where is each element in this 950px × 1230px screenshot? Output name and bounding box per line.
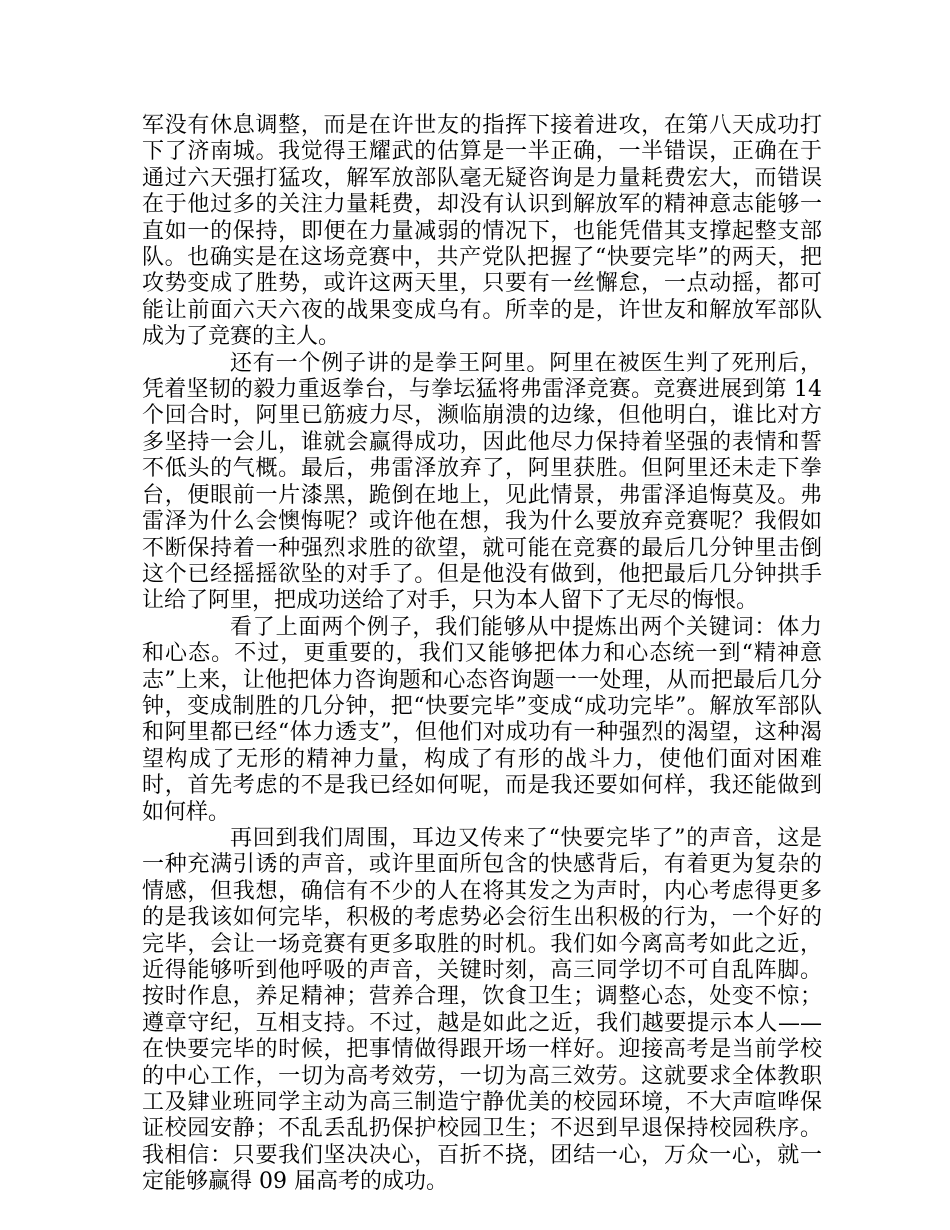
paragraph-exam-call: 再回到我们周围，耳边又传来了“快要完毕了”的声音，这是一种充满引诱的声音，或许里面所包含的快感背后，有着更为复杂的情感，但我想，确信有不少的人在将其发之为声时，内心考虑得更多的是我该如何完毕，积极的考虑势必会衍生出积极的行为，一个好的完毕，会让一场竞赛有更多取胜的时机。我们如今离高考如此之近，近得能够听到他呼吸的声音，关键时刻，高三同学切不可自乱阵脚。按时作息，养足精神；营养合理，饮食卫生；调整心态，处变不惊；遵章守纪，互相支持。不过，越是如此之近，我们越要提示本人——在快要完毕的时候，把事情做得跟开场一样好。迎接高考是当前学校的中心工作，一切为高考效劳，一切为高三效劳。这就要求全体教职工及肄业班同学主动为高三制造宁静优美的校园环境，不大声喧哗保证校园安静；不乱丢乱扔保护校园卫生；不迟到早退保持校园秩序。我相信：只要我们坚决决心，百折不挠，团结一心，万众一心，就一定能够赢得 09 届高考的成功。: [142, 825, 822, 1195]
paragraph-keywords: 看了上面两个例子，我们能够从中提炼出两个关键词：体力和心态。不过，更重要的，我们又能够把体力和心态统一到“精神意志”上来，让他把体力咨询题和心态咨询题一一处理，从而把最后几分钟，变成制胜的几分钟，把“快要完毕”变成“成功完毕”。解放军部队和阿里都已经“体力透支”，但他们对成功有一种强烈的渴望，这种渴望构成了无形的精神力量，构成了有形的战斗力，使他们面对困难时，首先考虑的不是我已经如何呢，而是我还要如何样，我还能做到如何样。: [142, 614, 822, 825]
paragraph-jinan-battle: 军没有休息调整，而是在许世友的指挥下接着进攻，在第八天成功打下了济南城。我觉得王耀武的估算是一半正确，一半错误，正确在于通过六天强打猛攻，解军放部队毫无疑咨询是力量耗费宏大，而错误在于他过多的关注力量耗费，却没有认识到解放军的精神意志能够一直如一的保持，即便在力量减弱的情况下，也能凭借其支撑起整支部队。也确实是在这场竞赛中，共产党队把握了“快要完毕”的两天，把攻势变成了胜势，或许这两天里，只要有一丝懈怠，一点动摇，都可能让前面六天六夜的战果变成乌有。所幸的是，许世友和解放军部队成为了竞赛的主人。: [142, 113, 822, 350]
paragraph-ali-example: 还有一个例子讲的是拳王阿里。阿里在被医生判了死刑后，凭着坚韧的毅力重返拳台，与拳坛猛将弗雷泽竞赛。竞赛进展到第 14 个回合时，阿里已筋疲力尽，濒临崩溃的边缘，但他明白，谁比对方多坚持一会儿，谁就会赢得成功，因此他尽力保持着坚强的表情和誓不低头的气概。最后，弗雷泽放弃了，阿里获胜。但阿里还未走下拳台，便眼前一片漆黑，跪倒在地上，见此情景，弗雷泽追悔莫及。弗雷泽为什么会懊悔呢？或许他在想，我为什么要放弃竞赛呢？我假如不断保持着一种强烈求胜的欲望，就可能在竞赛的最后几分钟里击倒这个已经摇摇欲坠的对手了。但是他没有做到，他把最后几分钟拱手让给了阿里，把成功送给了对手，只为本人留下了无尽的悔恨。: [142, 350, 822, 614]
document-page: [142, 113, 822, 1196]
